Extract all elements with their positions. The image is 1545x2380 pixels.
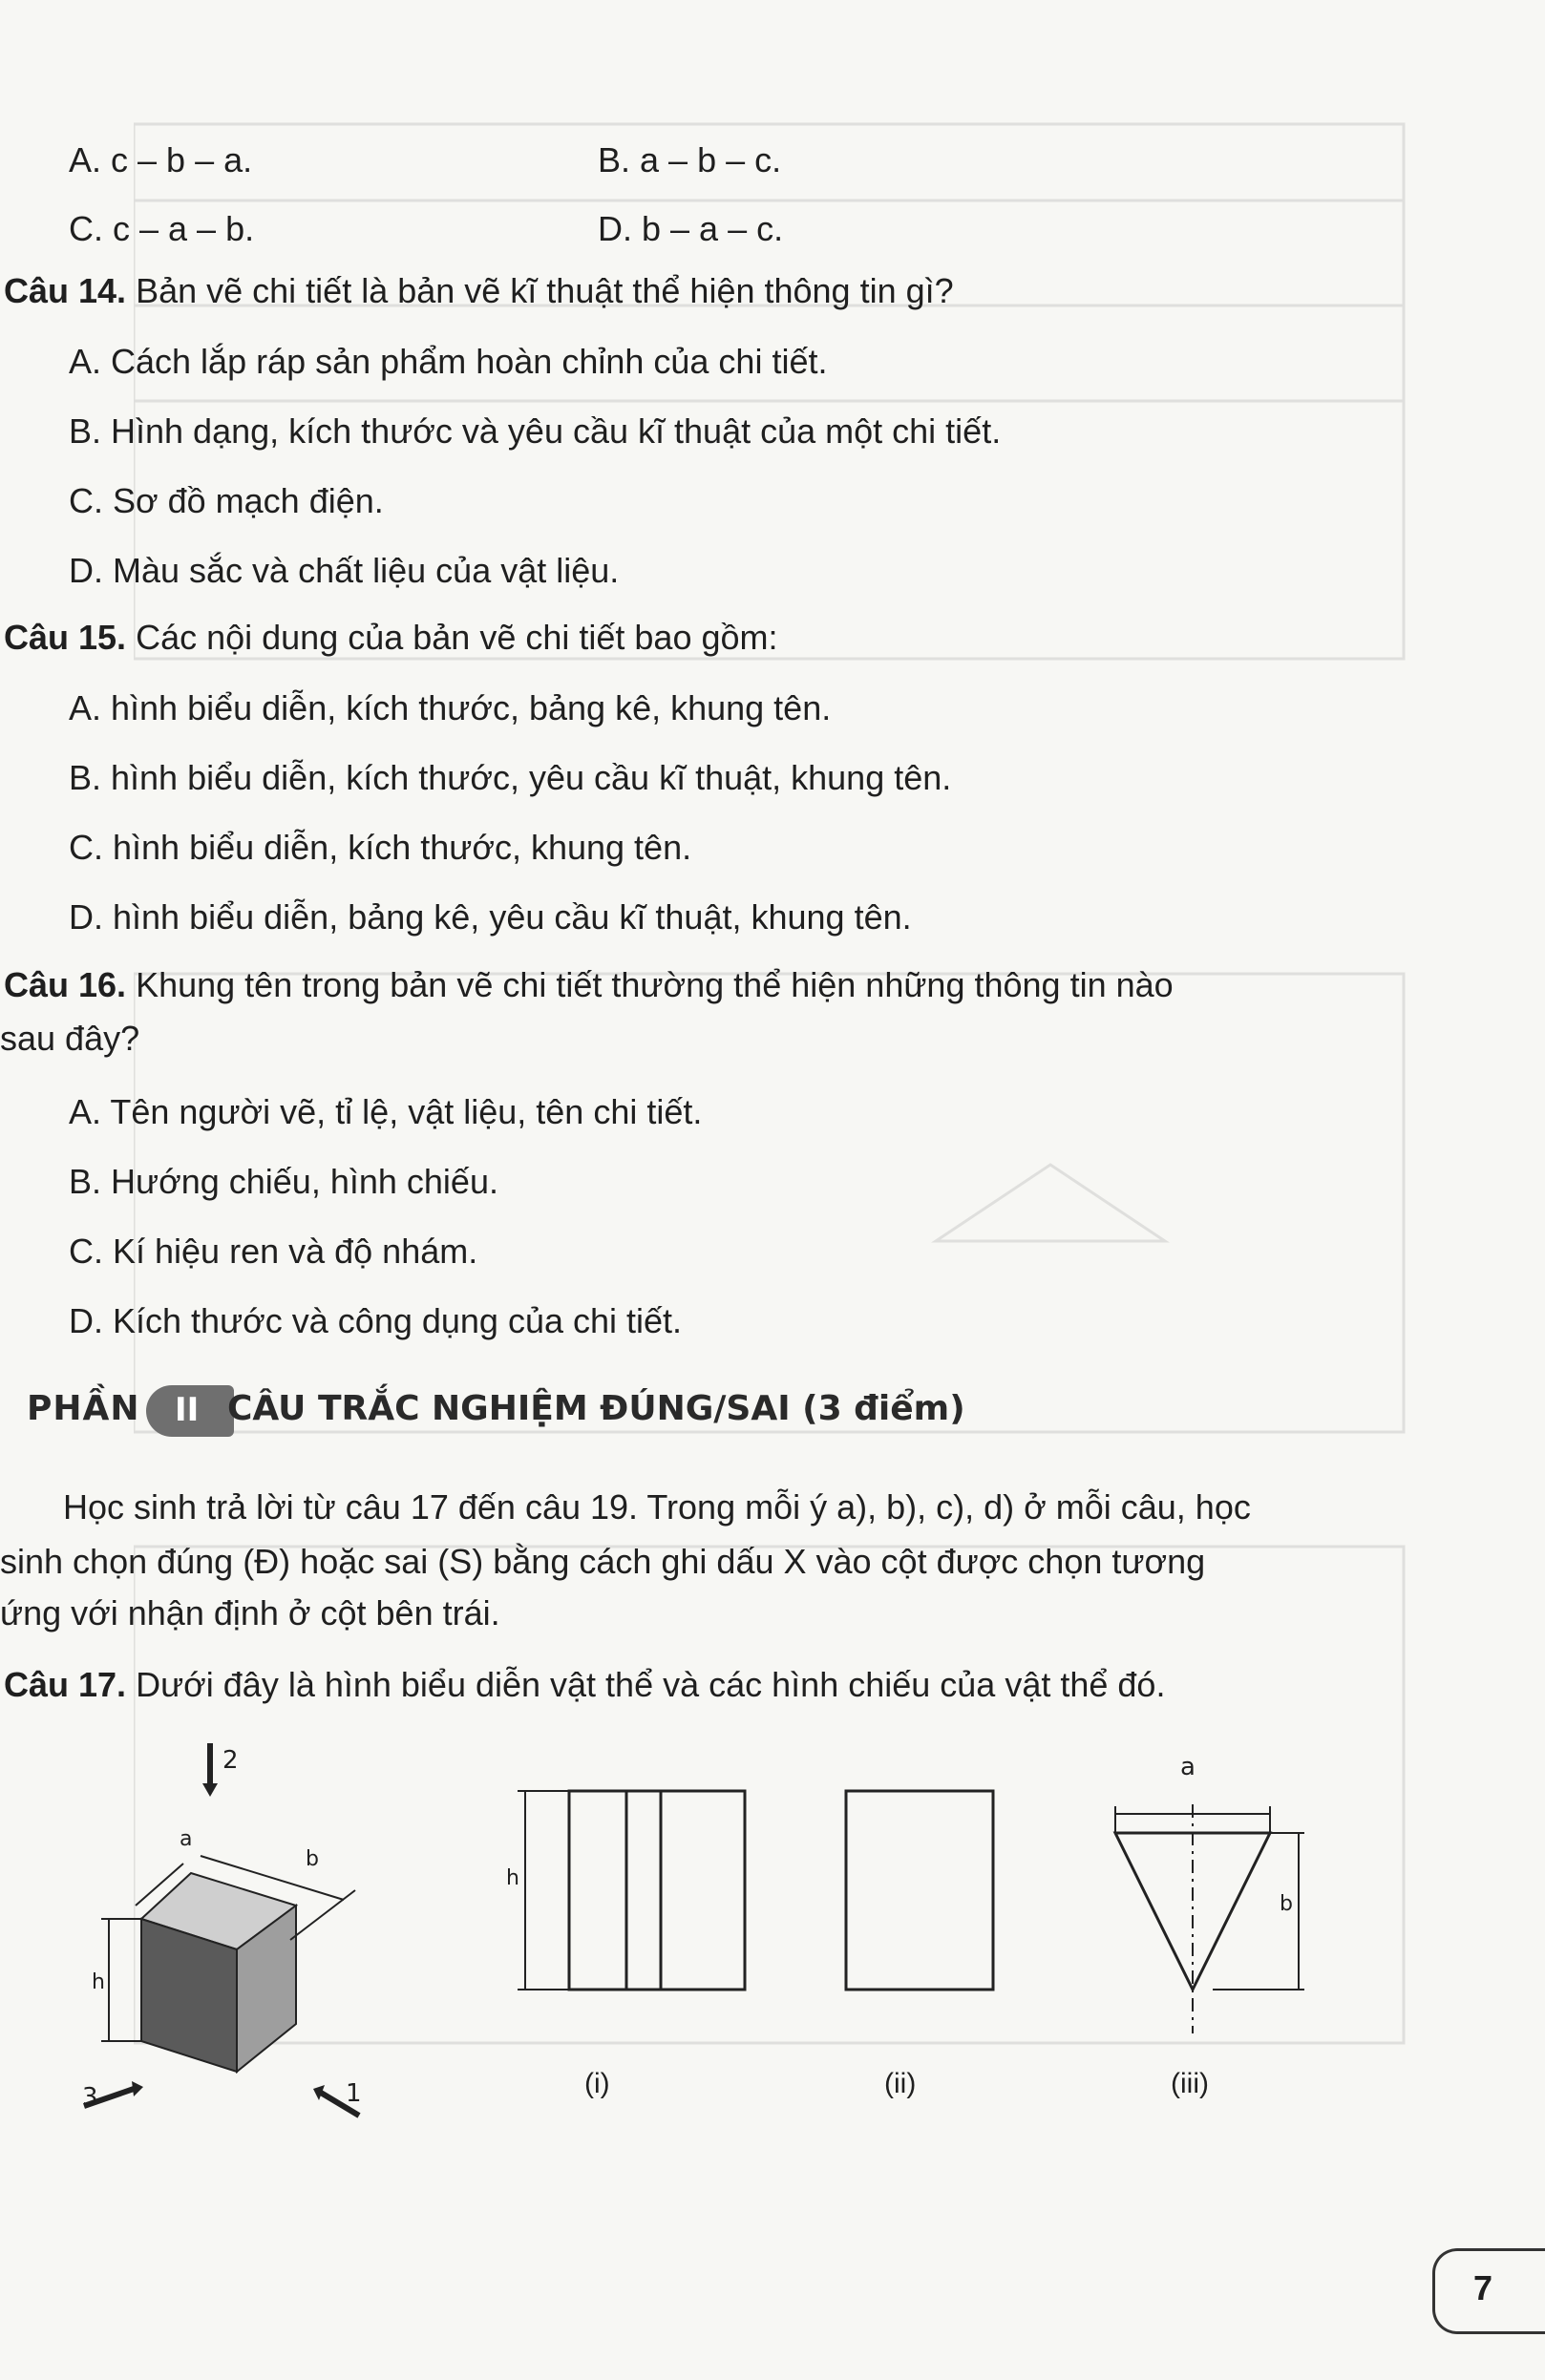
q16-option-a: A. Tên người vẽ, tỉ lệ, vật liệu, tên chi tiết. — [69, 1092, 703, 1131]
direction-2-label: 2 — [222, 1746, 239, 1775]
section-number: II — [175, 1391, 200, 1429]
question-17 — [4, 1664, 1165, 1706]
q14-option-d: D. Màu sắc và chất liệu của vật liệu. — [69, 551, 620, 590]
q13-option-b: B. a – b – c. — [598, 140, 782, 179]
dim-a-label: a — [180, 1827, 193, 1851]
question-17-label: Câu 17. — [4, 1665, 127, 1704]
view-iii-dim-a: a — [1180, 1753, 1196, 1781]
q15-option-a: A. hình biểu diễn, kích thước, bảng kê, khung tên. — [69, 688, 832, 727]
q14-option-b: B. Hình dạng, kích thước và yêu cầu kĩ thuật của một chi tiết. — [69, 411, 1002, 451]
question-15 — [4, 617, 778, 659]
section-banner — [27, 1380, 982, 1444]
section-title: CÂU TRẮC NGHIỆM ĐÚNG/SAI (3 điểm) — [227, 1389, 965, 1428]
q15-option-c: C. hình biểu diễn, kích thước, khung tên. — [69, 828, 692, 867]
q15-option-d: D. hình biểu diễn, bảng kê, yêu cầu kĩ thuật, khung tên. — [69, 897, 912, 937]
view-iii-label: (iii) — [1171, 2068, 1209, 2099]
question-14-text: Bản vẽ chi tiết là bản vẽ kĩ thuật thể hiện thông tin gì? — [126, 271, 954, 310]
instruction-line-3: ứng với nhận định ở cột bên trái. — [0, 1593, 500, 1632]
view-i-drawing — [497, 1776, 764, 2005]
q14-option-c: C. Sơ đồ mạch điện. — [69, 481, 384, 520]
view-i-label: (i) — [584, 2068, 610, 2099]
q15-option-b: B. hình biểu diễn, kích thước, yêu cầu kĩ thuật, khung tên. — [69, 758, 952, 797]
question-16-line2: sau đây? — [0, 1019, 140, 1058]
q13-option-a: A. c – b – a. — [69, 140, 253, 179]
view-ii-drawing — [840, 1776, 1012, 2005]
view-ii-label: (ii) — [884, 2068, 917, 2099]
direction-3-label: 3 — [82, 2083, 98, 2112]
question-15-text: Các nội dung của bản vẽ chi tiết bao gồm: — [126, 618, 778, 657]
object-3d-drawing — [57, 1738, 401, 2138]
q14-option-a: A. Cách lắp ráp sản phẩm hoàn chỉnh của chi tiết. — [69, 342, 828, 381]
q13-option-d: D. b – a – c. — [598, 209, 784, 248]
section-phan-label: PHẦN — [27, 1389, 140, 1428]
q13-option-c: C. c – a – b. — [69, 209, 255, 248]
instruction-line-1: Học sinh trả lời từ câu 17 đến câu 19. Trong mỗi ý a), b), c), d) ở mỗi câu, học — [63, 1487, 1251, 1527]
question-16-label: Câu 16. — [4, 965, 127, 1004]
page-number: 7 — [1473, 2268, 1493, 2307]
view-iii-drawing — [1098, 1776, 1308, 2043]
q16-option-d: D. Kích thước và công dụng của chi tiết. — [69, 1301, 683, 1340]
question-17-text: Dưới đây là hình biểu diễn vật thể và các hình chiếu của vật thể đó. — [126, 1665, 1166, 1704]
dim-b-label: b — [306, 1847, 319, 1871]
question-14-label: Câu 14. — [4, 271, 127, 310]
page-number-box — [1432, 2248, 1545, 2334]
q16-option-b: B. Hướng chiếu, hình chiếu. — [69, 1162, 498, 1201]
view-i-dim-h: h — [506, 1866, 519, 1890]
question-15-label: Câu 15. — [4, 618, 127, 657]
dim-h-label: h — [92, 1970, 105, 1994]
section-number-badge — [146, 1385, 234, 1437]
instruction-line-2: sinh chọn đúng (Đ) hoặc sai (S) bằng cách ghi dấu X vào cột được chọn tương — [0, 1542, 1206, 1581]
question-16-text: Khung tên trong bản vẽ chi tiết thường thể hiện những thông tin nào — [126, 965, 1174, 1004]
question-14 — [4, 270, 954, 312]
q16-option-c: C. Kí hiệu ren và độ nhám. — [69, 1232, 478, 1271]
direction-1-label: 1 — [346, 2079, 362, 2108]
view-iii-dim-b: b — [1280, 1892, 1293, 1916]
question-16-line1 — [4, 964, 1174, 1006]
